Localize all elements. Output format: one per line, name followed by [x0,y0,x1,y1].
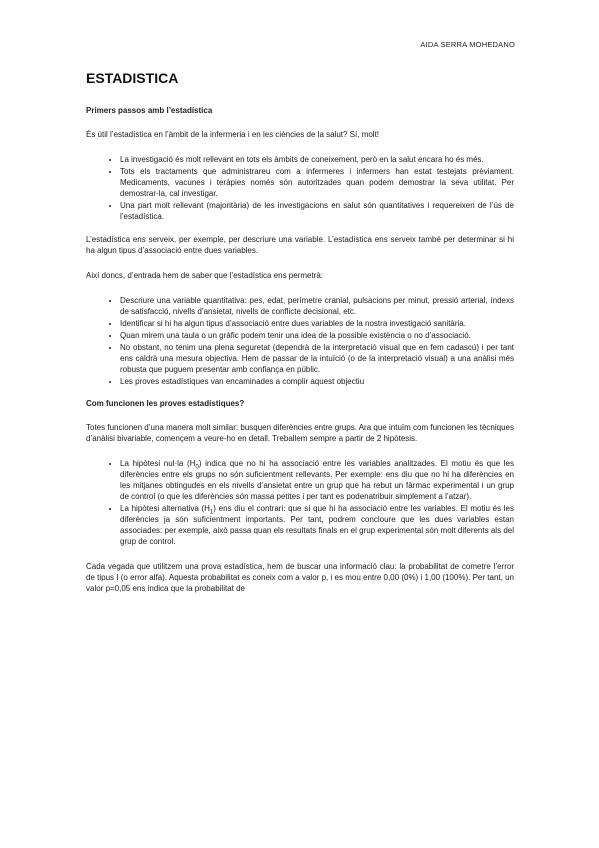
list-item: • Identificar si hi ha algun tipus d’associació entre dues variables de la nostra investigació sanitària. [120,318,514,329]
hypothesis-alt-text: La hipòtesi alternativa (H [120,504,210,513]
bullet-list-hypotheses [86,458,514,547]
paragraph-uses: L’estadística ens serveix, per exemple, per descriure una variable. L’estadística ens serveix també per determinar si hi ha algun tipus d’associació entre dues variables. [86,235,514,255]
list-item: • Tots els tractaments que administrareu com a infermeres i infermers han estat testejats prèviament. Medicaments, vacunes i teràpies només són autoritzades quan podem demostrar la seva utilitat. Per demostrar-la, cal investigar. [120,166,514,199]
document-body [86,70,514,608]
list-item: • Quan mirem una taula o un gràfic podem tenir una idea de la possible existència o no d’associació. [120,330,514,341]
author-header: AIDA SERRA MOHEDANO [420,40,515,49]
intro-question: És útil l’estadística en l’àmbit de la infermeria i en les ciències de la salut? Sí, molt! [86,130,380,139]
hypothesis-null-text: La hipòtesi nul·la (H [120,459,196,468]
paragraph-therefore: Així doncs, d’entrada hem de saber que l’estadística ens permetrà: [86,271,324,280]
document-title: ESTADISTICA [86,70,179,86]
section-heading-tests: Com funcionen les proves estadístiques? [86,399,245,408]
paragraph-tests: Totes funcionen d’una manera molt similar: busquen diferències entre grups. Ara que intuïm com funcionen les tècniques d’anàlisi bivariable, començem a veure-ho en detall. Treballem sempre a partir de 2 hipòtesis. [86,423,514,443]
section-heading-first-steps: Primers passos amb l’estadística [86,106,213,115]
subscript-one: 1 [209,509,214,516]
paragraph-final: Cada vegada que utilitzem una prova estadística, hem de buscar una informació clau: la probabilitat de cometre l’error de tipus I (o error alfa). Aquesta probabilitat es coneix com a valor p, i es mou entre 0,00 (0%) i 1,00 (100%). Per tant, un valor p=0,05 ens indica que la probabilitat de [86,562,514,593]
hypothesis-alt-text-cont: ) ens diu el contrari: que sí que hi ha associació entre les variables. El motiu és les diferències ja són suficientment importants. Per tant, podrem concloure que les dues variables estan associades: per exemple, això passa quan els resultats finals en el grup experimental són molt diferents als del grup de control. [120,504,515,546]
hypothesis-null-text-cont: ) indica que no hi ha associació entre les variables analitzades. El motiu és que les diferències entre els grups no són suficientment rellevants. Per exemple: ens diu que no hi ha diferències en les mitjanes obtingudes en els nivells d’ansietat entre un grup que ha rebut un fàrmac experimental i un grup de control (o que les diferències són massa petites i per tant es podenatribuir simplement a l’atzar). [120,459,514,501]
list-item: • Descriure una variable quantitativa: pes, edat, perímetre cranial, pulsacions per minut, pressió arterial, índexs de satisfacció, nivells d’ansietat, nivells de conflicte decisional, etc. [120,295,514,317]
hypothesis-alt-item [120,503,514,547]
list-item: • La investigació és molt rellevant en tots els àmbits de coneixement, però en la salut encara ho és més. [120,154,514,165]
list-item: • Una part molt rellevant (majoritària) de les investigacions en salut són quantitatives i requereixen de l’ús de l’estadística. [120,200,514,222]
hypothesis-null-item [120,458,514,502]
subscript-zero: 0 [195,464,199,471]
list-item: • No obstant, no tenim una plena seguretat (dependrà de la interpretació visual que en fem cadascú) i per tant ens caldrà una mesura objectiva. Hem de passar de la intuïció (o de la interpretació visual) a una anàlisi més robusta que puguem presentar amb confiança en públic. [120,342,514,375]
bullet-list-allows [86,295,514,387]
list-item: • Les proves estadístiques van encaminades a complir aquest objectiu [120,376,514,387]
bullet-list-importance [86,154,514,222]
